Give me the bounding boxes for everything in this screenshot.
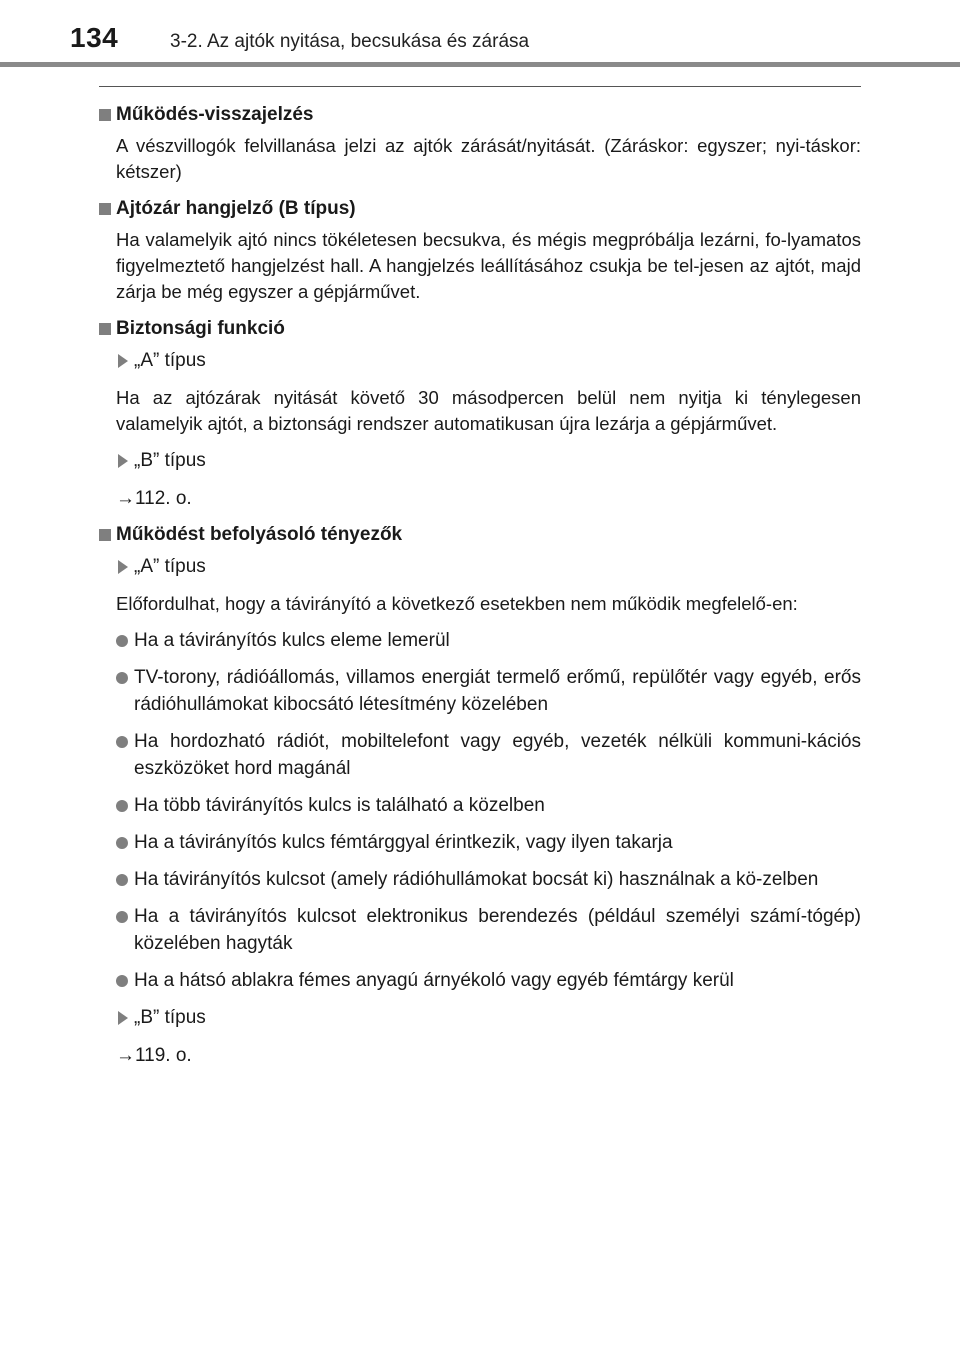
list-item: Ha a hátsó ablakra fémes anyagú árnyékoló vagy egyéb fémtárgy kerül bbox=[99, 967, 861, 994]
list-item: Ha több távirányítós kulcs is található a közelben bbox=[99, 792, 861, 819]
square-bullet-icon bbox=[99, 323, 111, 335]
triangle-arrow-icon bbox=[118, 1011, 128, 1025]
page-header bbox=[0, 0, 960, 70]
round-bullet-icon bbox=[116, 672, 128, 684]
list-item: Ha a távirányítós kulcs fémtárggyal érintkezik, vagy ilyen takarja bbox=[99, 829, 861, 856]
square-bullet-icon bbox=[99, 109, 111, 121]
triangle-arrow-icon bbox=[118, 354, 128, 368]
section-heading-factors: Működést befolyásoló tényezők bbox=[99, 521, 861, 549]
subheading-safety-type-a: „A” típus bbox=[99, 347, 861, 375]
list-item: TV-torony, rádióállomás, villamos energiát termelő erőmű, repülőtér vagy egyéb, erős rádióhullámokat kibocsátó létesítmény közelében bbox=[99, 664, 861, 718]
square-bullet-icon bbox=[99, 529, 111, 541]
round-bullet-icon bbox=[116, 736, 128, 748]
section-heading-feedback: Működés-visszajelzés bbox=[99, 101, 861, 129]
section-heading-buzzer: Ajtózár hangjelző (B típus) bbox=[99, 195, 861, 223]
triangle-arrow-icon bbox=[118, 454, 128, 468]
list-item: Ha távirányítós kulcsot (amely rádióhullámokat bocsát ki) használnak a kö-zelben bbox=[99, 866, 861, 893]
page-content bbox=[99, 95, 861, 1078]
round-bullet-icon bbox=[116, 975, 128, 987]
page-reference-factors: →119. o. bbox=[116, 1045, 192, 1066]
round-bullet-icon bbox=[116, 800, 128, 812]
triangle-arrow-icon bbox=[118, 560, 128, 574]
subheading-factors-type-b: „B” típus bbox=[99, 1004, 861, 1032]
page-reference-safety: →112. o. bbox=[116, 488, 192, 509]
round-bullet-icon bbox=[116, 635, 128, 647]
round-bullet-icon bbox=[116, 874, 128, 886]
round-bullet-icon bbox=[116, 837, 128, 849]
subheading-factors-type-a: „A” típus bbox=[99, 553, 861, 581]
chapter-title: 3-2. Az ajtók nyitása, becsukása és zárása bbox=[170, 31, 530, 52]
section-heading-safety: Biztonsági funkció bbox=[99, 315, 861, 343]
list-item: Ha a távirányítós kulcsot elektronikus berendezés (például személyi számí-tógép) közelében hagyták bbox=[99, 903, 861, 957]
paragraph-feedback: A vészvillogók felvillanása jelzi az ajtók zárását/nyitását. (Záráskor: egyszer; nyi-táskor: kétszer) bbox=[116, 135, 861, 182]
paragraph-safety-type-a: Ha az ajtózárak nyitását követő 30 másodpercen belül nem nyitja ki ténylegesen valamelyik ajtót, a biztonsági rendszer automatikusan újra lezárja a gépjárművet. bbox=[116, 387, 861, 434]
square-bullet-icon bbox=[99, 203, 111, 215]
round-bullet-icon bbox=[116, 911, 128, 923]
paragraph-factors-intro: Előfordulhat, hogy a távirányító a következő esetekben nem működik megfelelő-en: bbox=[116, 593, 798, 614]
content-divider bbox=[99, 86, 861, 87]
paragraph-buzzer: Ha valamelyik ajtó nincs tökéletesen becsukva, és mégis megpróbálja lezárni, fo-lyamatos figyelmeztető hangjelzést hall. A hangjelzés leállításához csukja be tel-jesen az ajtót, majd zárja be még egyszer a gépjárművet. bbox=[116, 229, 861, 302]
list-item: Ha a távirányítós kulcs eleme lemerül bbox=[99, 627, 861, 654]
list-item: Ha hordozható rádiót, mobiltelefont vagy egyéb, vezeték nélküli kommuni-kációs eszközöket hord magánál bbox=[99, 728, 861, 782]
subheading-safety-type-b: „B” típus bbox=[99, 447, 861, 475]
header-divider bbox=[0, 62, 960, 67]
page-number: 134 bbox=[70, 22, 119, 53]
